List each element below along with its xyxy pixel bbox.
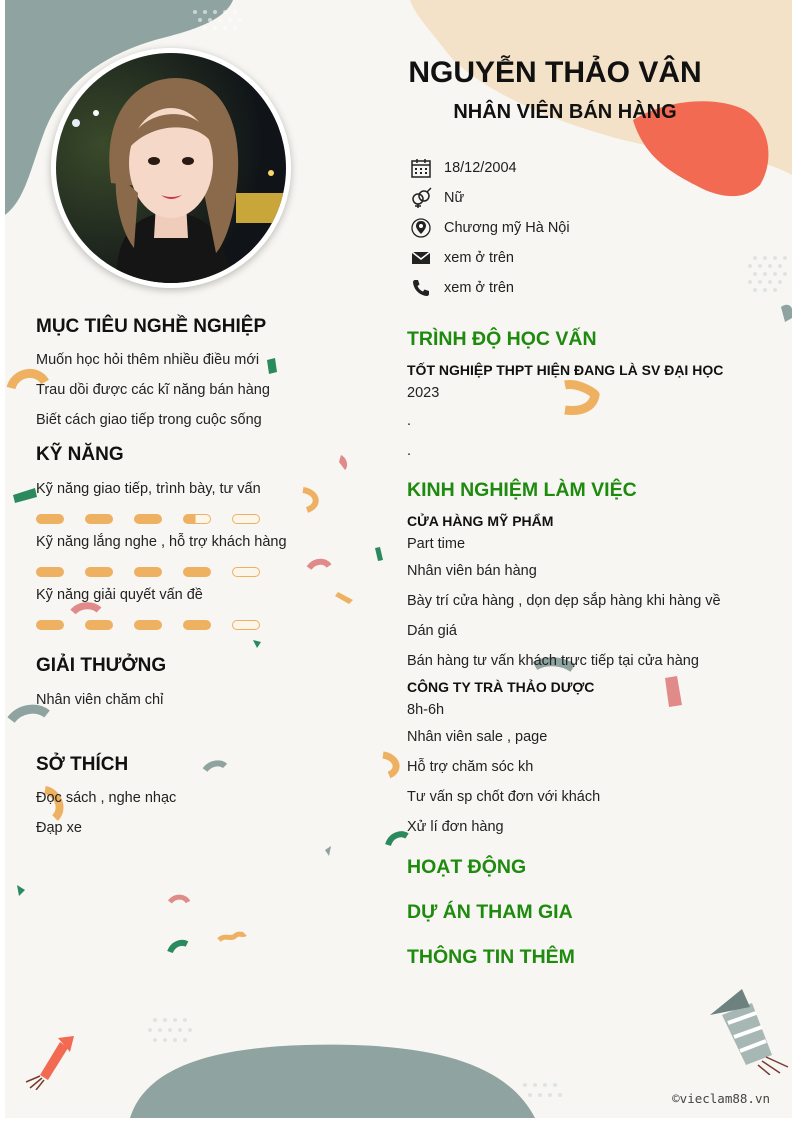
- candidate-role: NHÂN VIÊN BÁN HÀNG: [453, 101, 677, 123]
- phone-icon: [410, 277, 432, 299]
- hobby-item: Đọc sách , nghe nhạc: [36, 790, 177, 806]
- skill-label: Kỹ năng giải quyết vấn đề: [36, 587, 203, 603]
- job-line: Nhân viên sale , page: [407, 729, 548, 745]
- objective-item: Biết cách giao tiếp trong cuộc sống: [36, 412, 262, 428]
- skill-level-dot: [36, 514, 64, 524]
- award-item: Nhân viên chăm chỉ: [36, 692, 164, 708]
- email-text: xem ở trên: [444, 250, 514, 266]
- birthdate-text: 18/12/2004: [444, 160, 517, 176]
- gender-row: [410, 187, 464, 209]
- skill-rating: [36, 620, 281, 630]
- skill-level-dot: [85, 567, 113, 577]
- job-line: Tư vấn sp chốt đơn với khách: [407, 789, 601, 805]
- experience-heading: KINH NGHIỆM LÀM VIỆC: [407, 479, 637, 501]
- phone-row: [410, 277, 514, 299]
- job-line: Xử lí đơn hàng: [407, 819, 504, 835]
- education-line: .: [407, 443, 412, 459]
- job-line: Bày trí cửa hàng , dọn dẹp sắp hàng khi hàng về: [407, 593, 721, 609]
- skills-heading: KỸ NĂNG: [36, 444, 124, 465]
- address-text: Chương mỹ Hà Nội: [444, 220, 570, 236]
- skill-level-dot: [183, 567, 211, 577]
- skill-level-dot: [36, 620, 64, 630]
- address-row: [410, 217, 570, 239]
- email-icon: [410, 247, 432, 269]
- phone-text: xem ở trên: [444, 280, 514, 296]
- education-line: .: [407, 413, 412, 429]
- rocket-left-icon: [20, 1030, 80, 1090]
- objective-heading: MỤC TIÊU NGHỀ NGHIỆP: [36, 316, 267, 337]
- skill-level-dot: [134, 620, 162, 630]
- candidate-name: NGUYỄN THẢO VÂN: [408, 56, 702, 89]
- cv-page: [5, 0, 792, 1118]
- gender-text: Nữ: [444, 190, 465, 206]
- gender-icon: [410, 187, 432, 209]
- job-line: Hỗ trợ chăm sóc kh: [407, 759, 534, 775]
- objective-item: Muốn học hỏi thêm nhiều điều mới: [36, 352, 260, 368]
- additional-info-heading: THÔNG TIN THÊM: [407, 946, 575, 968]
- job-time: 8h-6h: [407, 702, 445, 718]
- job-line: Nhân viên bán hàng: [407, 563, 537, 579]
- skill-level-dot: [232, 620, 260, 630]
- skill-rating: [36, 514, 281, 524]
- profile-photo: [56, 53, 286, 283]
- job-company: CỬA HÀNG MỸ PHẨM: [407, 513, 554, 529]
- profile-photo-frame: [51, 48, 291, 288]
- skill-level-dot: [183, 620, 211, 630]
- job-line: Dán giá: [407, 623, 457, 639]
- job-time: Part time: [407, 536, 466, 552]
- email-row: [410, 247, 514, 269]
- skill-level-dot: [183, 514, 211, 524]
- job-line: Bán hàng tư vấn khách trực tiếp tại cửa hàng: [407, 653, 699, 669]
- projects-heading: DỰ ÁN THAM GIA: [407, 901, 573, 923]
- education-year: 2023: [407, 385, 440, 401]
- skill-level-dot: [134, 514, 162, 524]
- objective-item: Trau dồi được các kĩ năng bán hàng: [36, 382, 270, 398]
- skill-level-dot: [85, 620, 113, 630]
- education-heading: TRÌNH ĐỘ HỌC VẤN: [407, 328, 597, 350]
- skill-rating: [36, 567, 281, 577]
- location-pin-icon: [410, 217, 432, 239]
- watermark: ©vieclam88.vn: [672, 1091, 770, 1106]
- hobbies-heading: SỞ THÍCH: [36, 754, 129, 775]
- skill-level-dot: [232, 567, 260, 577]
- birthdate-row: [410, 157, 517, 179]
- skill-label: Kỹ năng lắng nghe , hỗ trợ khách hàng: [36, 534, 287, 550]
- calendar-icon: [410, 157, 432, 179]
- job-company: CÔNG TY TRÀ THẢO DƯỢC: [407, 679, 595, 695]
- skill-label: Kỹ năng giao tiếp, trình bày, tư vấn: [36, 481, 261, 497]
- skill-level-dot: [36, 567, 64, 577]
- awards-heading: GIẢI THƯỞNG: [36, 655, 167, 676]
- hobby-item: Đạp xe: [36, 820, 82, 836]
- skill-level-dot: [85, 514, 113, 524]
- activities-heading: HOẠT ĐỘNG: [407, 856, 527, 878]
- skill-level-dot: [232, 514, 260, 524]
- education-title: TỐT NGHIỆP THPT HIỆN ĐANG LÀ SV ĐẠI HỌC: [407, 362, 724, 378]
- skill-level-dot: [134, 567, 162, 577]
- rocket-right-icon: [700, 985, 790, 1075]
